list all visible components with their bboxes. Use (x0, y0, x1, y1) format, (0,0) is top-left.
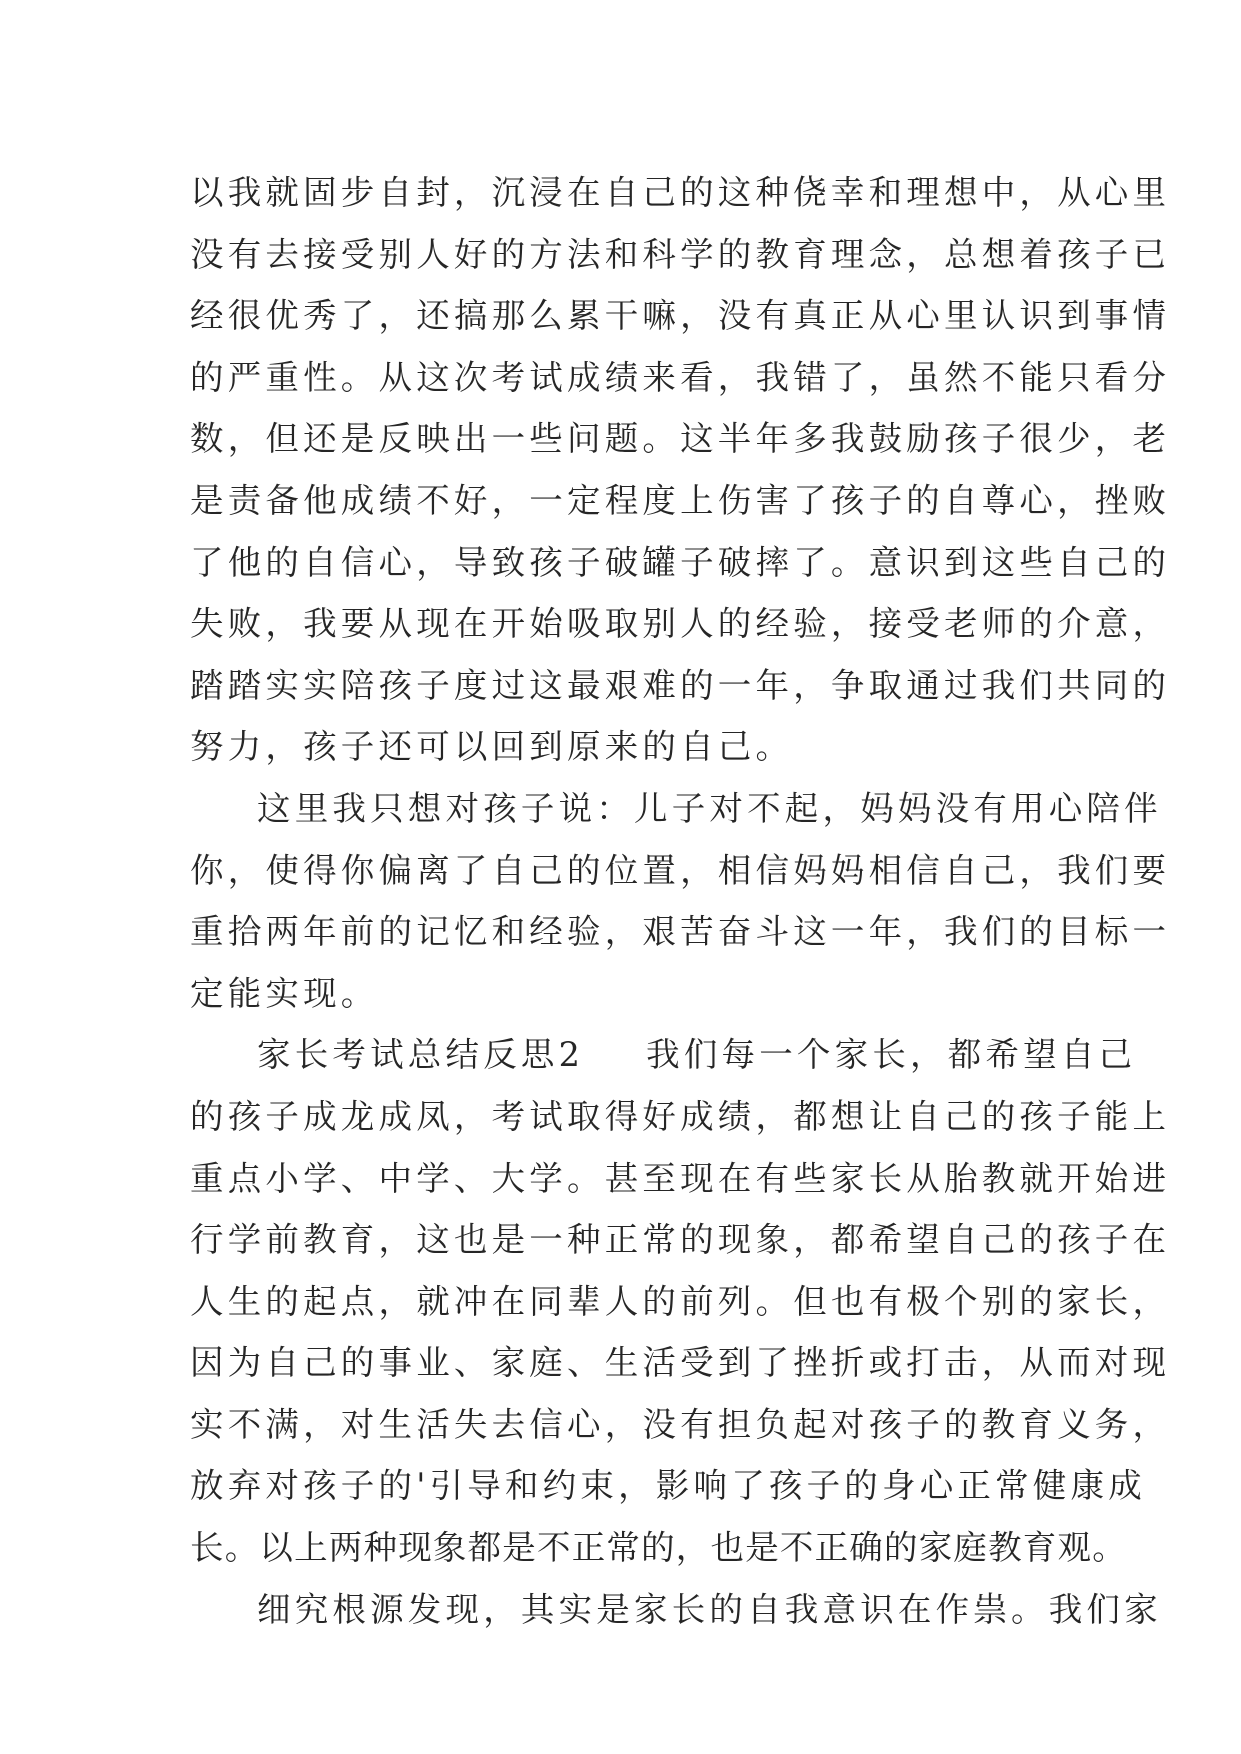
text-line (190, 1024, 1137, 1086)
text-line: 没有去接受别人好的方法和科学的教育理念，总想着孩子已 (190, 234, 1171, 274)
document-body (190, 162, 1171, 1640)
paragraph-3 (190, 1024, 1171, 1578)
text-line: 长。以上两种现象都是不正常的，也是不正确的家庭教育观。 (190, 1528, 1127, 1568)
text-line: 人生的起点，就冲在同辈人的前列。但也有极个别的家长， (190, 1281, 1171, 1321)
text-line: 因为自己的事业、家庭、生活受到了挫折或打击，从而对现 (190, 1343, 1171, 1383)
text-line: 细究根源发现，其实是家长的自我意识在作祟。我们家 (257, 1589, 1162, 1629)
text-line: 重点小学、中学、大学。甚至现在有些家长从胎教就开始进 (190, 1158, 1171, 1198)
text-span: 我们每一个家长，都希望自己 (646, 1035, 1137, 1075)
text-line: 行学前教育，这也是一种正常的现象，都希望自己的孩子在 (190, 1220, 1171, 1260)
text-line: 失败，我要从现在开始吸取别人的经验，接受老师的介意， (190, 604, 1171, 644)
text-line: 数，但还是反映出一些问题。这半年多我鼓励孩子很少，老 (190, 419, 1171, 459)
text-line: 的严重性。从这次考试成绩来看，我错了，虽然不能只看分 (190, 357, 1171, 397)
paragraph-4 (190, 1579, 1162, 1641)
text-line: 踏踏实实陪孩子度过这最艰难的一年，争取通过我们共同的 (190, 665, 1171, 705)
text-line: 的孩子成龙成凤，考试取得好成绩，都想让自己的孩子能上 (190, 1096, 1171, 1136)
text-line: 以我就固步自封，沉浸在自己的这种侥幸和理想中，从心里 (190, 173, 1171, 212)
text-line: 实不满，对生活失去信心，没有担负起对孩子的教育义务， (190, 1404, 1171, 1444)
section-heading: 家长考试总结反思2 (257, 1035, 585, 1075)
text-line: 了他的自信心，导致孩子破罐子破摔了。意识到这些自己的 (190, 542, 1171, 582)
paragraph-2 (190, 778, 1171, 1024)
text-line: 定能实现。 (190, 973, 379, 1013)
text-line: 努力，孩子还可以回到原来的自己。 (190, 727, 794, 767)
text-line: 重拾两年前的记忆和经验，艰苦奋斗这一年，我们的目标一 (190, 912, 1171, 952)
text-line: 你，使得你偏离了自己的位置，相信妈妈相信自己，我们要 (190, 850, 1171, 890)
paragraph-1 (190, 162, 1171, 778)
text-line: 这里我只想对孩子说：儿子对不起，妈妈没有用心陪伴 (257, 788, 1162, 828)
text-line: 经很优秀了，还搞那么累干嘛，没有真正从心里认识到事情 (190, 296, 1171, 336)
text-line: 是责备他成绩不好，一定程度上伤害了孩子的自尊心，挫败 (190, 480, 1171, 520)
text-line: 放弃对孩子的'引导和约束，影响了孩子的身心正常健康成 (190, 1466, 1146, 1506)
